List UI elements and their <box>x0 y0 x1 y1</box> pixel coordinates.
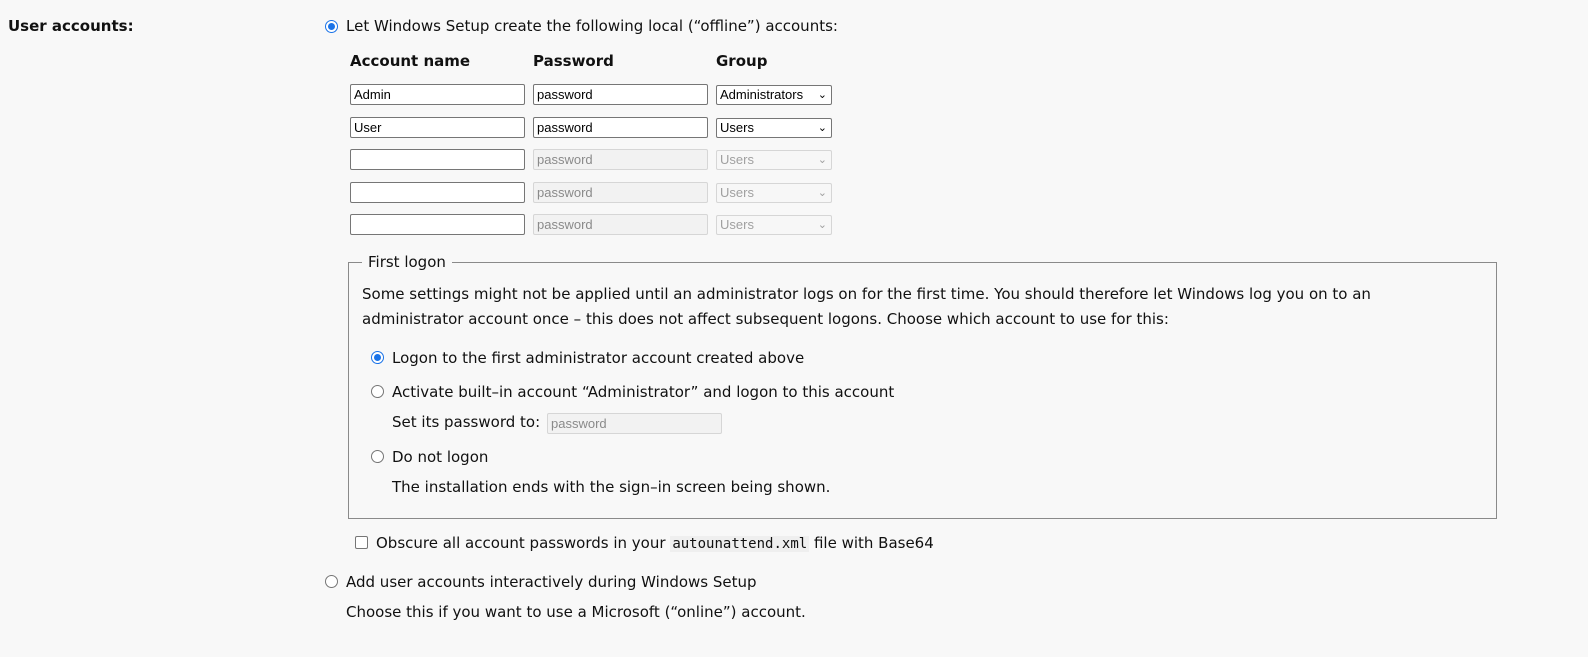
group-select-value: Users <box>720 120 754 135</box>
account-name-input[interactable]: Admin <box>350 84 525 105</box>
first-logon-legend: First logon <box>362 253 452 271</box>
group-select-value: Users <box>720 152 754 167</box>
do-not-logon-radio[interactable] <box>371 450 384 463</box>
chevron-down-icon: ⌄ <box>817 187 827 199</box>
builtin-admin-password-input: password <box>547 413 722 434</box>
first-logon-description-line1: Some settings might not be applied until an administrator logs on for the first time. You should therefore let Windows log you on to an <box>362 285 1371 303</box>
group-header: Group <box>716 52 768 70</box>
interactive-accounts-label: Add user accounts interactively during Windows Setup <box>346 573 757 591</box>
account-name-header: Account name <box>350 52 471 70</box>
obscure-passwords-label <box>376 534 934 552</box>
obscure-prefix: Obscure all account passwords in your <box>376 534 666 552</box>
activate-builtin-admin-label: Activate built–in account “Administrator” and logon to this account <box>392 383 895 401</box>
password-input: password <box>533 149 708 170</box>
group-select-value: Users <box>720 185 754 200</box>
group-select-value: Users <box>720 217 754 232</box>
section-label: User accounts: <box>8 17 134 35</box>
do-not-logon-note: The installation ends with the sign–in screen being shown. <box>392 478 831 496</box>
password-input[interactable]: password <box>533 84 708 105</box>
chevron-down-icon: ⌄ <box>817 122 827 134</box>
group-select[interactable] <box>716 118 832 138</box>
group-select <box>716 150 832 170</box>
password-header: Password <box>533 52 614 70</box>
set-password-label: Set its password to: <box>392 413 541 431</box>
group-select <box>716 183 832 203</box>
group-select <box>716 215 832 235</box>
password-input: password <box>533 214 708 235</box>
account-name-input[interactable] <box>350 214 525 235</box>
obscure-suffix: file with Base64 <box>813 534 934 552</box>
account-name-input[interactable] <box>350 182 525 203</box>
do-not-logon-label: Do not logon <box>392 448 489 466</box>
account-name-input[interactable] <box>350 149 525 170</box>
account-name-input[interactable]: User <box>350 117 525 138</box>
obscure-passwords-checkbox[interactable] <box>355 536 368 549</box>
chevron-down-icon: ⌄ <box>817 219 827 231</box>
logon-first-admin-radio[interactable] <box>371 351 384 364</box>
logon-first-admin-label: Logon to the first administrator account created above <box>392 349 805 367</box>
interactive-accounts-note: Choose this if you want to use a Microsoft (“online”) account. <box>346 603 806 621</box>
obscure-filename: autounattend.xml <box>672 536 808 552</box>
offline-accounts-label: Let Windows Setup create the following local (“offline”) accounts: <box>346 17 838 35</box>
group-select-value: Administrators <box>720 87 804 102</box>
chevron-down-icon: ⌄ <box>817 154 827 166</box>
interactive-accounts-radio[interactable] <box>325 575 338 588</box>
offline-accounts-radio[interactable] <box>325 20 338 33</box>
first-logon-description-line2: administrator account once – this does not affect subsequent logons. Choose which account to use for this: <box>362 310 1169 328</box>
group-select[interactable] <box>716 85 832 105</box>
chevron-down-icon: ⌄ <box>817 89 827 101</box>
activate-builtin-admin-radio[interactable] <box>371 385 384 398</box>
password-input[interactable]: password <box>533 117 708 138</box>
password-input: password <box>533 182 708 203</box>
